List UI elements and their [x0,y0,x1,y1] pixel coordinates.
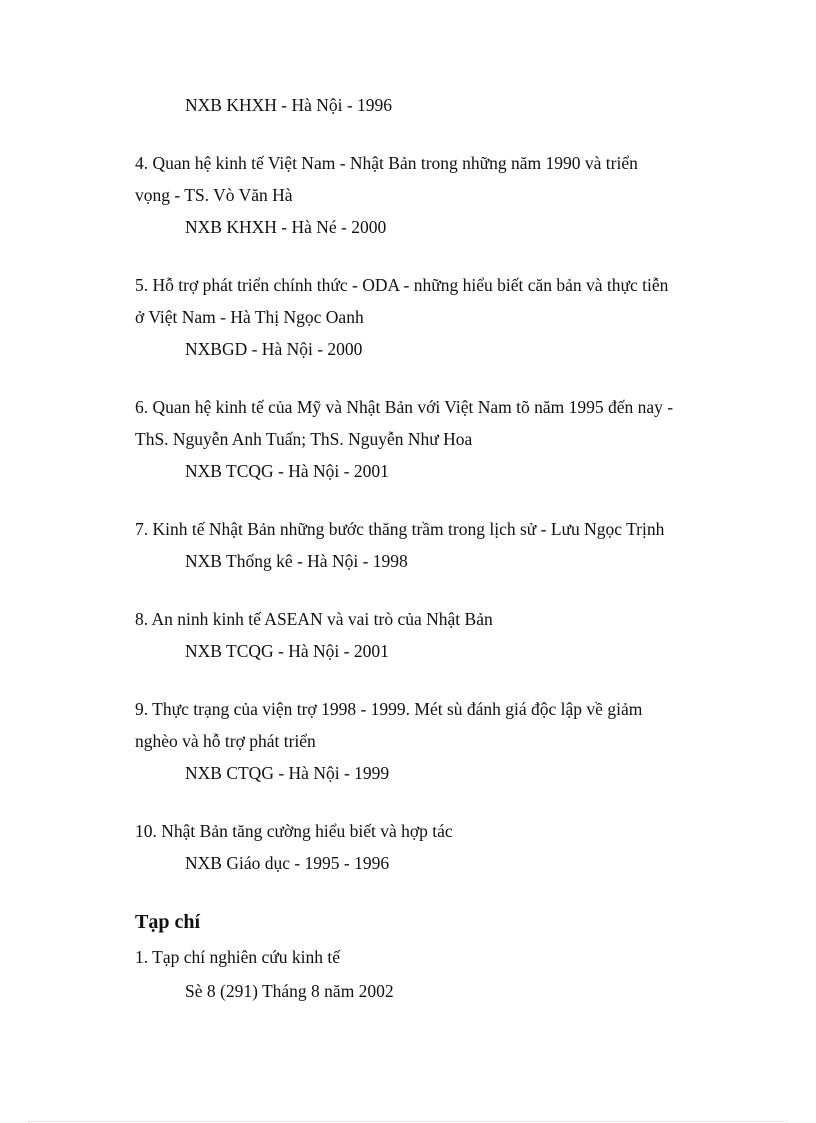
e7-publisher: NXB Thống kê - Hà Nội - 1998 [185,551,408,571]
journal-1-issue: Sè 8 (291) Tháng 8 năm 2002 [185,981,394,1001]
e4-title-line-2: vọng - TS. Vò Văn Hà [135,185,293,205]
e6-title-line-1: 6. Quan hệ kinh tế của Mỹ và Nhật Bản với Việt Nam tõ năm 1995 đến nay - [135,397,674,417]
e6-title-line-2: ThS. Nguyễn Anh Tuấn; ThS. Nguyễn Như Hoa [135,429,473,449]
e10-title-line-1: 10. Nhật Bản tăng cường hiểu biết và hợp tác [135,821,453,841]
e7-title-line-1: 7. Kinh tế Nhật Bản những bước thăng trầm trong lịch sử - Lưu Ngọc Trịnh [135,519,665,539]
footer-rule [28,1121,788,1122]
e5-title-line-1: 5. Hỗ trợ phát triển chính thức - ODA - những hiểu biết căn bản và thực tiễn [135,275,669,295]
e8-publisher: NXB TCQG - Hà Nội - 2001 [185,641,389,661]
e3-publisher: NXB KHXH - Hà Nội - 1996 [185,95,393,115]
e5-publisher: NXBGD - Hà Nội - 2000 [185,339,363,359]
e10-publisher: NXB Giáo dục - 1995 - 1996 [185,853,390,873]
e5-title-line-2: ở Việt Nam - Hà Thị Ngọc Oanh [135,307,364,327]
e6-publisher: NXB TCQG - Hà Nội - 2001 [185,461,389,481]
e8-title-line-1: 8. An ninh kinh tế ASEAN và vai trò của Nhật Bản [135,609,493,629]
e9-publisher: NXB CTQG - Hà Nội - 1999 [185,763,390,783]
e4-publisher: NXB KHXH - Hà Né - 2000 [185,217,387,237]
journal-1-title: 1. Tạp chí nghiên cứu kinh tế [135,947,341,967]
e9-title-line-1: 9. Thực trạng của viện trợ 1998 - 1999. Mét sù đánh giá độc lập về giảm [135,699,643,719]
journals-heading: Tạp chí [135,911,201,933]
e4-title-line-1: 4. Quan hệ kinh tế Việt Nam - Nhật Bản trong những năm 1990 và triển [135,153,638,173]
e9-title-line-2: nghèo và hỗ trợ phát triển [135,731,316,751]
